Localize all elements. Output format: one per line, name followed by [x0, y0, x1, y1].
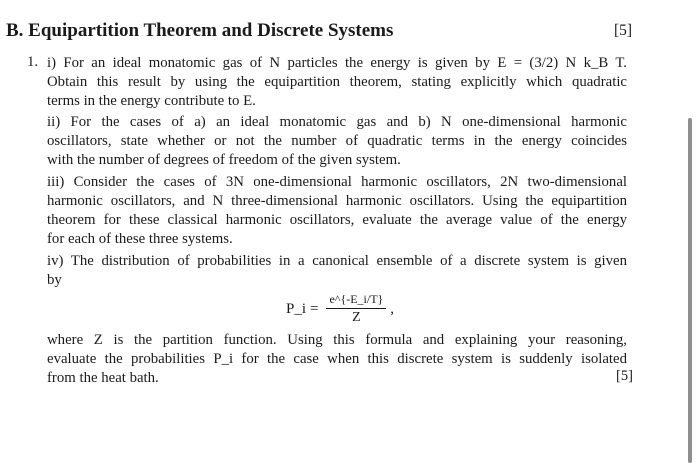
- part-iv-continued: [47, 331, 627, 388]
- part-ii-line-2: oscillators, state whether or not the number of quadratic terms in the energy coincides: [47, 133, 627, 149]
- part-iii-line-1: iii) Consider the cases of 3N one-dimensional harmonic oscillators, 2N two-dimensional: [47, 174, 627, 190]
- part-iv-cont-line-3: from the heat bath.: [47, 370, 159, 386]
- part-ii-line-3: with the number of degrees of freedom of the given system.: [47, 152, 401, 168]
- formula-fraction: [326, 292, 386, 326]
- part-i-line-3: terms in the energy contribute to E.: [47, 93, 256, 109]
- part-iii: [47, 173, 627, 249]
- part-i-line-1: i) For an ideal monatomic gas of N particles the energy is given by E = (3/2) N k_B T.: [47, 55, 627, 71]
- part-i-line-2: Obtain this result by using the equipartition theorem, stating explicitly which quadratic: [47, 74, 627, 90]
- marks-bottom: [5]: [616, 368, 633, 384]
- part-iii-line-3: theorem for these classical harmonic oscillators, evaluate the average value of the energy: [47, 212, 627, 228]
- probability-formula: [286, 289, 394, 329]
- question-number: 1.: [27, 54, 39, 70]
- part-iv-line-2: by: [47, 272, 62, 288]
- part-iv-line-1: iv) The distribution of probabilities in a canonical ensemble of a discrete system is given: [47, 253, 627, 269]
- section-heading: B. Equipartition Theorem and Discrete Systems: [6, 20, 394, 41]
- part-iii-line-2: harmonic oscillators, and N three-dimensional harmonic oscillators. Using the equipartition: [47, 193, 627, 209]
- formula-comma: ,: [390, 300, 395, 317]
- part-iii-line-4: for each of these three systems.: [47, 231, 233, 247]
- part-ii-line-1: ii) For the cases of a) an ideal monatomic gas and b) N one-dimensional harmonic: [47, 114, 627, 130]
- formula-lhs: P_i: [286, 300, 307, 317]
- formula-equals: =: [310, 300, 319, 317]
- part-iv-cont-line-1: where Z is the partition function. Using this formula and explaining your reasoning,: [47, 332, 627, 348]
- part-i: [47, 54, 627, 111]
- marks-top: [5]: [614, 22, 633, 39]
- part-iv: [47, 252, 627, 290]
- part-iv-cont-line-2: evaluate the probabilities P_i for the case when this discrete system is suddenly isolated: [47, 351, 627, 367]
- formula-denominator: Z: [352, 310, 361, 325]
- formula-numerator: e^{-E_i/T}: [326, 292, 386, 309]
- vertical-scrollbar[interactable]: [688, 118, 692, 463]
- part-ii: [47, 113, 627, 170]
